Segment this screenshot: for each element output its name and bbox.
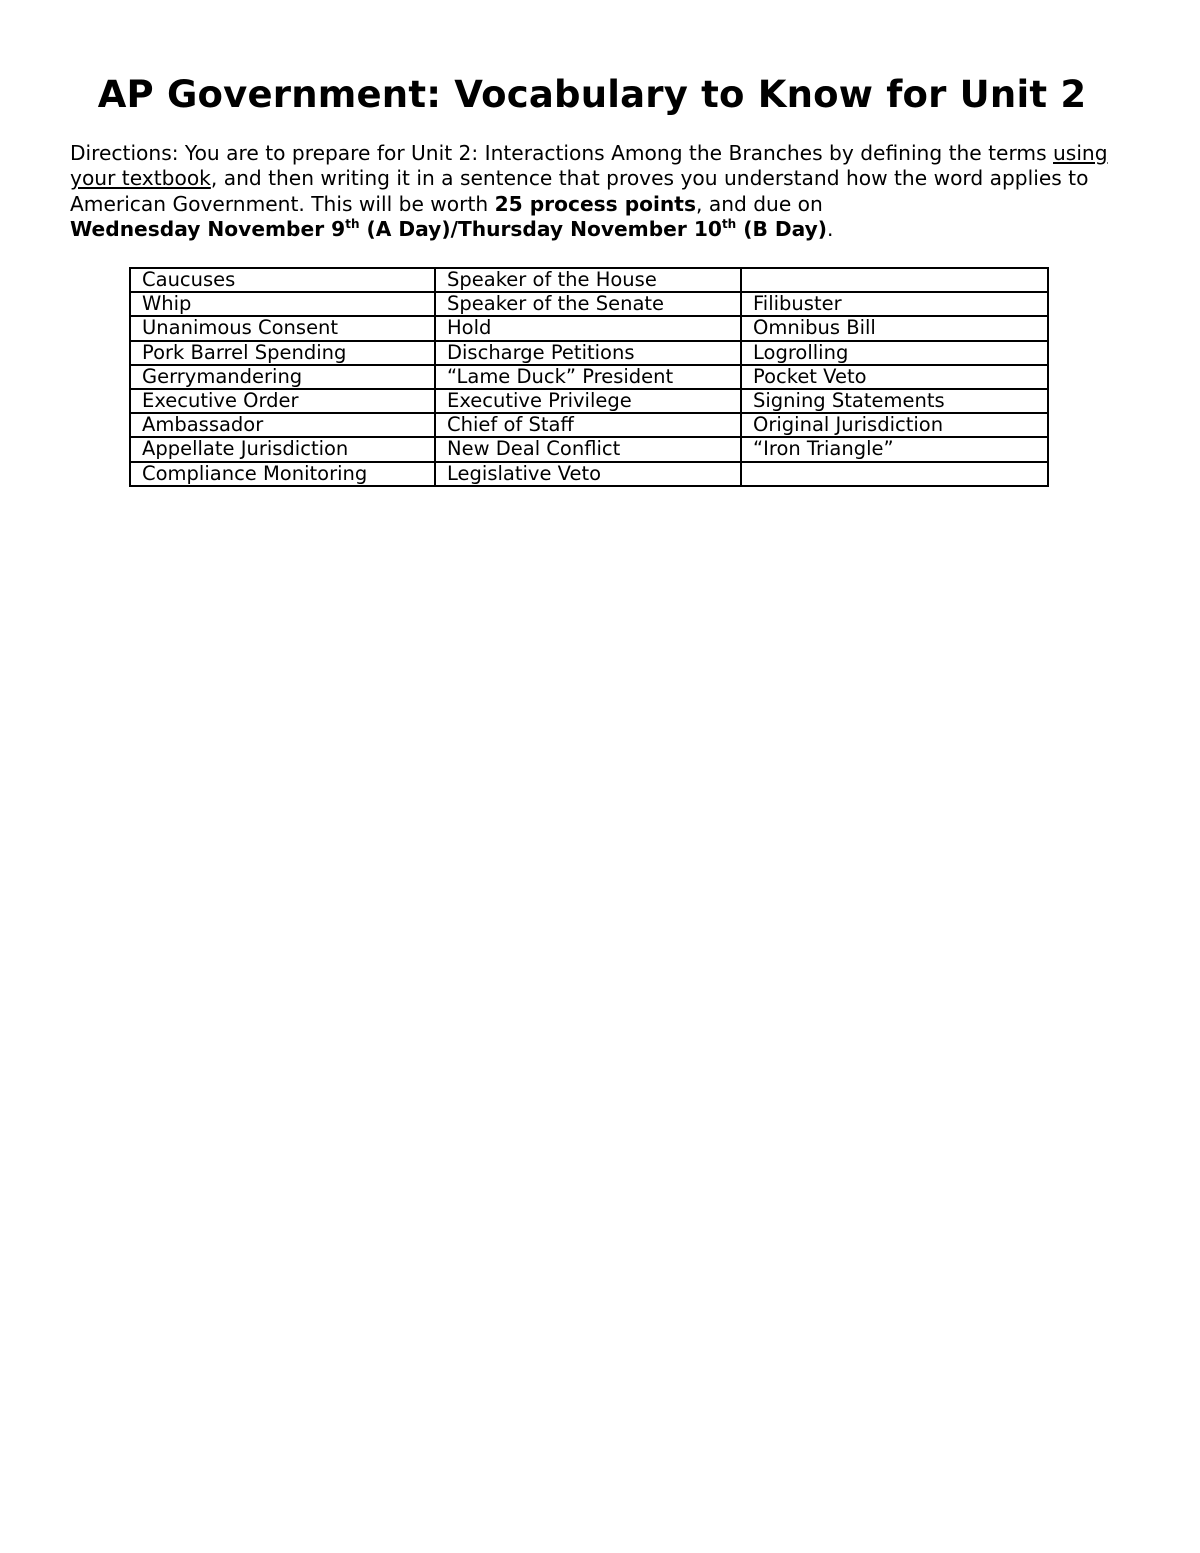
ordinal-suffix: th: [721, 216, 737, 231]
vocab-term-cell: Filibuster: [741, 292, 1048, 316]
vocab-term-cell: New Deal Conflict: [435, 437, 741, 461]
vocab-term-cell: Executive Order: [130, 389, 435, 413]
table-row: [130, 341, 1048, 365]
directions-text: , and due on: [695, 191, 823, 216]
vocabulary-table: [129, 267, 1049, 487]
table-row: [130, 365, 1048, 389]
due-date-a: Wednesday November 9: [70, 216, 346, 241]
directions-underlined-text: using your textbook: [70, 141, 1108, 191]
vocab-term-cell: Speaker of the House: [435, 268, 741, 292]
table-row: [130, 389, 1048, 413]
vocab-term-cell: Omnibus Bill: [741, 316, 1048, 340]
table-row: [130, 413, 1048, 437]
table-row: [130, 292, 1048, 316]
vocab-term-cell: Ambassador: [130, 413, 435, 437]
vocab-term-cell: Executive Privilege: [435, 389, 741, 413]
vocab-term-cell: Hold: [435, 316, 741, 340]
vocab-term-cell: Whip: [130, 292, 435, 316]
due-date-b-day: (B Day): [736, 216, 828, 241]
directions-text: , and then writing it in a sentence that proves you understand how the word applies to American Government. This will be worth: [70, 166, 1089, 216]
vocab-term-cell: [741, 462, 1048, 486]
vocab-term-cell: Original Jurisdiction: [741, 413, 1048, 437]
vocab-term-cell: Compliance Monitoring: [130, 462, 435, 486]
vocabulary-table-body: [130, 268, 1048, 486]
process-points: 25 process points: [494, 191, 696, 216]
table-row: [130, 462, 1048, 486]
vocab-term-cell: Caucuses: [130, 268, 435, 292]
vocab-term-cell: Chief of Staff: [435, 413, 741, 437]
vocab-term-cell: [741, 268, 1048, 292]
vocab-term-cell: Legislative Veto: [435, 462, 741, 486]
vocab-term-cell: Discharge Petitions: [435, 341, 741, 365]
directions-text: Directions: You are to prepare for Unit 2: Interactions Among the Branches by defining the terms: [70, 141, 1054, 165]
vocab-term-cell: Speaker of the Senate: [435, 292, 741, 316]
ordinal-suffix: th: [345, 216, 360, 231]
vocab-term-cell: Pork Barrel Spending: [130, 341, 435, 365]
table-row: [130, 437, 1048, 461]
page-title: AP Government: Vocabulary to Know for Unit 2: [97, 73, 1087, 116]
table-row: [130, 268, 1048, 292]
vocab-term-cell: Unanimous Consent: [130, 316, 435, 340]
vocab-term-cell: Appellate Jurisdiction: [130, 437, 435, 461]
directions-end: .: [827, 216, 834, 241]
due-date: [70, 217, 827, 241]
vocab-term-cell: Gerrymandering: [130, 365, 435, 389]
vocab-term-cell: “Iron Triangle”: [741, 437, 1048, 461]
directions-paragraph: [70, 141, 1130, 242]
vocab-term-cell: “Lame Duck” President: [435, 365, 741, 389]
vocab-term-cell: Pocket Veto: [741, 365, 1048, 389]
due-date-a-day: (A Day)/Thursday November 10: [359, 216, 722, 241]
vocab-term-cell: Logrolling: [741, 341, 1048, 365]
vocab-term-cell: Signing Statements: [741, 389, 1048, 413]
table-row: [130, 316, 1048, 340]
